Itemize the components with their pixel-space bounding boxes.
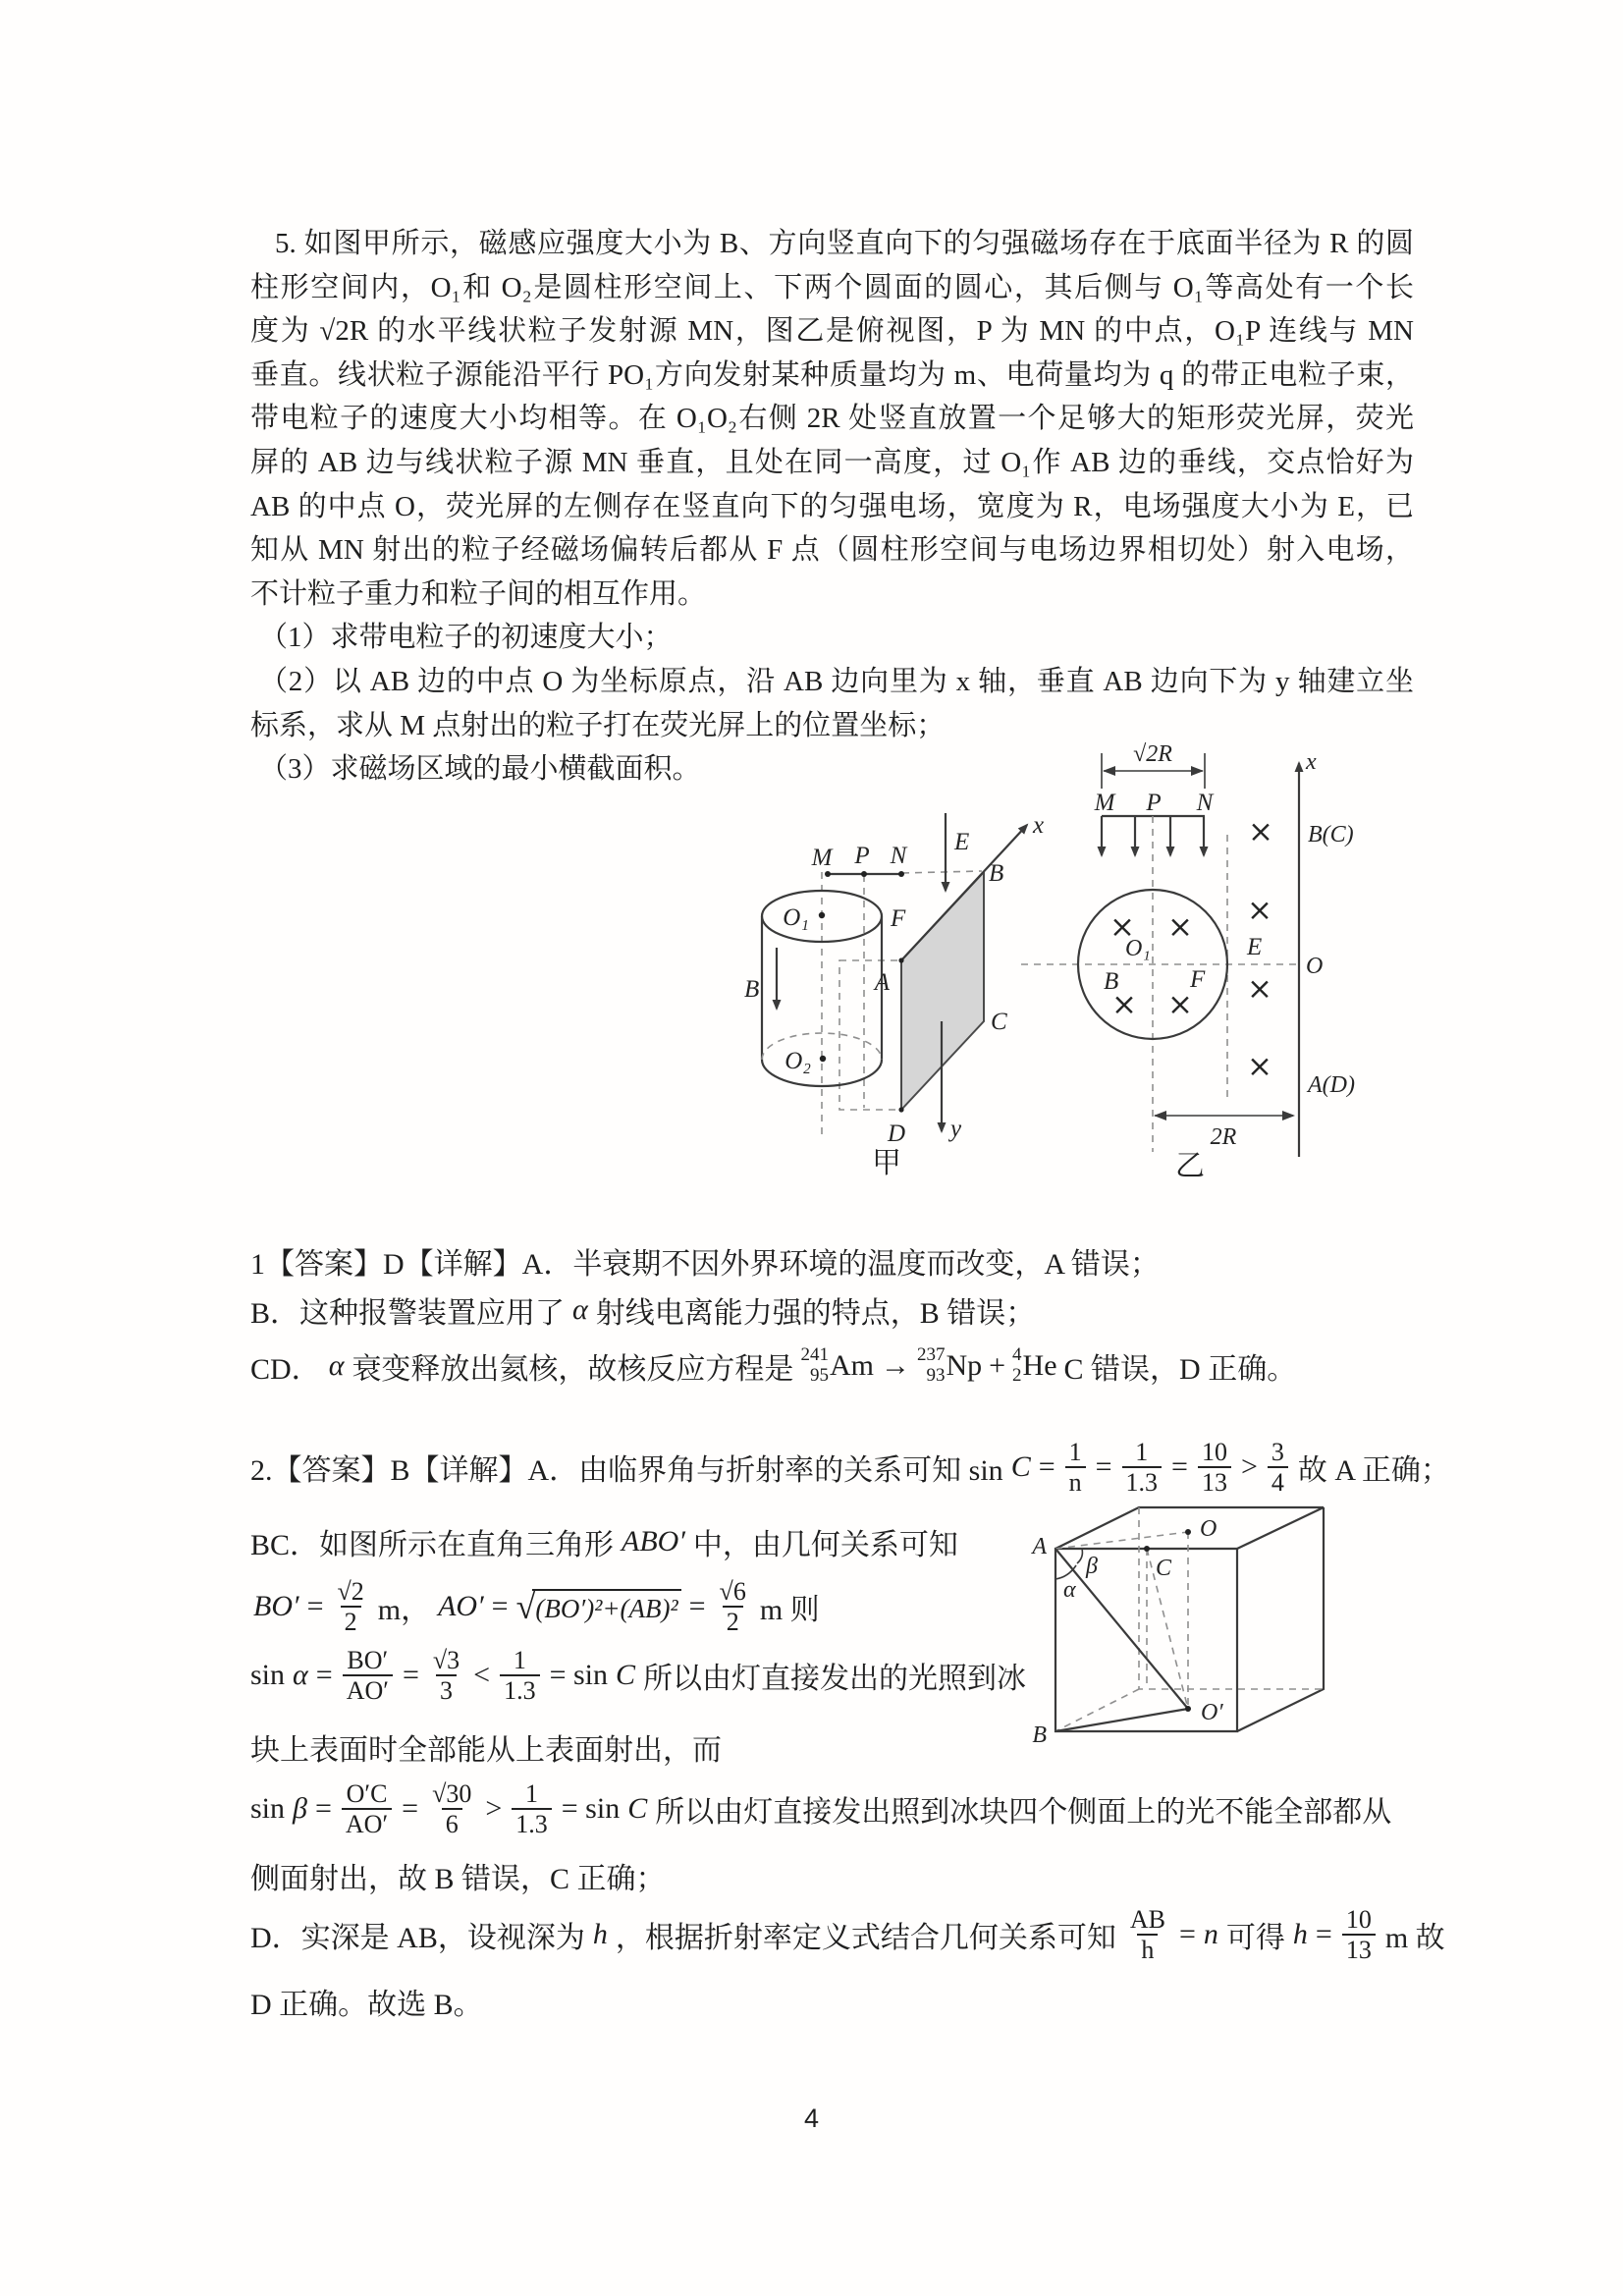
problem-text-line: 度为 √2R 的水平线状粒子发射源 MN，图乙是俯视图，P 为 MN 的中点，O₁P 连线与 MN	[250, 315, 1414, 348]
field-into-page-icon: ×	[1247, 893, 1272, 928]
label-ad: A(D)	[1308, 1072, 1355, 1098]
problem-question-1: （1）求带电粒子的初速度大小；	[259, 622, 673, 654]
field-into-page-icon: ×	[1247, 971, 1272, 1007]
field-into-page-icon: ×	[1247, 1049, 1272, 1084]
label-n: N	[1196, 790, 1214, 816]
label-o: O	[1200, 1516, 1217, 1542]
label-screen-c: C	[991, 1009, 1007, 1035]
label-screen-a: A	[874, 969, 890, 996]
field-into-page-icon: ×	[1167, 909, 1193, 945]
dim-bottom-arrowhead-right	[1282, 1111, 1295, 1121]
figure-yi-top-view-diagram	[1041, 732, 1429, 1193]
problem-text-line: 柱形空间内，O₁和 O₂是圆柱形空间上、下两个圆面的圆心，其后侧与 O₁等高处有一个长	[250, 271, 1414, 303]
label-p: P	[1146, 790, 1162, 816]
answer1-line: 1【答案】D【详解】A．半衰期不因外界环境的温度而改变，A 错误；	[250, 1248, 1160, 1281]
answer1-line: CD． α 衰变释放出氦核，故核反应方程是 241 95 Am → 237 93 Np + 4 2 He C 错误，D 正确。	[250, 1344, 1297, 1386]
cube-hidden-edges	[1055, 1507, 1324, 1731]
point-c-dot	[1144, 1546, 1150, 1552]
n-to-screen-dashed-line	[902, 871, 982, 873]
label-y-axis: y	[950, 1116, 962, 1142]
problem-text-line: 知从 MN 射出的粒子经磁场偏转后都从 F 点（圆柱形空间与电场边界相切处）射入电场，	[250, 534, 1414, 567]
field-into-page-icon: ×	[1111, 987, 1137, 1022]
problem-question-3: （3）求磁场区域的最小横截面积。	[259, 753, 701, 786]
label-screen-d: D	[887, 1121, 906, 1147]
a-to-o-dashed	[1055, 1532, 1188, 1549]
point-o2-dot	[820, 1056, 826, 1062]
label-m: M	[811, 845, 833, 871]
problem-text-line: 带电粒子的速度大小均相等。在 O₁O₂右侧 2R 处竖直放置一个足够大的矩形荧光屏，荧光	[250, 403, 1414, 435]
point-p-dot	[861, 871, 867, 877]
problem5-text-block	[250, 222, 1414, 792]
problem-text-line: 屏的 AB 边与线状粒子源 MN 垂直，且处在同一高度，过 O₁作 AB 边的垂线，交点恰好为	[250, 446, 1414, 478]
screen-corner-a-dot	[898, 957, 903, 962]
dim-top-arrowhead-right	[1191, 766, 1204, 776]
label-n: N	[890, 843, 907, 869]
problem-text-line: 垂直。线状粒子源能沿平行 PO₁方向发射某种质量均为 m、电荷量均为 q 的带正电粒子束，	[250, 358, 1414, 391]
label-oprime: O′	[1201, 1700, 1223, 1725]
answer2-line: 块上表面时全部能从上表面射出，而	[250, 1734, 722, 1767]
answer2-line: sin β = $\frac{O'C}{AO'}$ = $\frac{√30}{6}$ > $\frac{1}{1.3}$ = sin C 所以由灯直接发出照到冰块四个侧面上的光不能全部都从	[250, 1778, 1392, 1838]
answer2-line: D．实深是 AB，设视深为 h ，根据折射率定义式结合几何关系可知 $\frac{AB}{h}$ = n 可得 h = $\frac{10}{13}$ m 故	[250, 1904, 1445, 1964]
problem-question-2: （2）以 AB 边的中点 O 为坐标原点，沿 AB 边向里为 x 轴，垂直 AB 边向下为 y 轴建立坐	[259, 665, 1414, 697]
figure-yi-caption: 乙	[1175, 1150, 1205, 1182]
problem-text-line: AB 的中点 O，荧光屏的左侧存在竖直向下的匀强电场，宽度为 R，电场强度大小为 E，已	[250, 490, 1414, 522]
ray-b-to-oprime	[1055, 1709, 1188, 1731]
label-b-field: B	[1104, 968, 1119, 995]
label-alpha: α	[1063, 1577, 1076, 1603]
label-f: F	[891, 905, 906, 932]
label-f: F	[1190, 966, 1206, 993]
figure-cube-svg	[1031, 1493, 1394, 1777]
beta-angle-arc	[1077, 1549, 1082, 1563]
field-into-page-icon: ×	[1248, 814, 1273, 849]
label-beta: β	[1086, 1554, 1098, 1579]
label-x-axis: x	[1306, 749, 1317, 775]
answer2-line: BC．如图所示在直角三角形 ABO′ 中，由几何关系可知	[250, 1525, 958, 1561]
field-into-page-icon: ×	[1167, 987, 1193, 1022]
point-oprime-dot	[1185, 1706, 1191, 1712]
screen-corner-d-dot	[898, 1107, 903, 1112]
label-bc: B(C)	[1308, 822, 1354, 847]
figure-cube-diagram	[1031, 1493, 1394, 1782]
hidden-plane-dashed-rect	[839, 960, 901, 1110]
label-c: C	[1156, 1556, 1172, 1581]
label-b: B	[1032, 1722, 1047, 1748]
label-o1: O₁	[783, 904, 809, 931]
answer1-line: B．这种报警装置应用了 α 射线电离能力强的特点，B 错误；	[250, 1293, 1036, 1330]
answer2-line: 2.【答案】B【详解】A．由临界角与折射率的关系可知 sin C = $\frac{1}{n}$ = $\frac{1}{1.3}$ = $\frac{10}{13}$ > $\frac{3}{4}$ 故 A 正确；	[250, 1437, 1450, 1497]
label-a: A	[1032, 1534, 1047, 1559]
label-x-axis: x	[1033, 812, 1045, 839]
label-b-field: B	[744, 976, 760, 1003]
dim-bottom-arrowhead-left	[1154, 1111, 1166, 1121]
answer2-line: BO′ = $\frac{√2}{2}$ m， AO′ = √ (BO′)²+(AB)² = $\frac{√6}{2}$ m 则	[253, 1576, 820, 1636]
answer2-line: sin α = $\frac{BO'}{AO'}$ = $\frac{√3}{3}$ < $\frac{1}{1.3}$ = sin C 所以由灯直接发出的光照到冰	[250, 1645, 1027, 1705]
label-o: O	[1306, 954, 1324, 979]
problem-text-line: 5. 如图甲所示，磁感应强度大小为 B、方向竖直向下的匀强磁场存在于底面半径为 R 的圆	[275, 228, 1414, 259]
point-n-dot	[898, 871, 904, 877]
label-screen-b: B	[989, 860, 1004, 887]
dim-top-arrowhead-left	[1103, 766, 1115, 776]
label-e-field: E	[954, 829, 970, 855]
point-m-dot	[825, 871, 831, 877]
cube-top-right-edges	[1055, 1507, 1324, 1731]
label-o1: O₁	[1125, 936, 1151, 961]
figure-jia-svg	[687, 756, 1060, 1193]
label-dim-sqrt2r: √2R	[1133, 741, 1172, 767]
problem-text-line: 标系，求从 M 点射出的粒子打在荧光屏上的位置坐标；	[250, 709, 946, 741]
field-into-page-icon: ×	[1109, 909, 1135, 945]
point-o-dot	[1185, 1529, 1191, 1535]
point-o1-dot	[819, 912, 825, 918]
problem-text-line: 不计粒子重力和粒子间的相互作用。	[250, 577, 707, 610]
label-dim-2r: 2R	[1210, 1124, 1237, 1150]
answer2-line: D 正确。故选 B。	[250, 1989, 483, 2021]
figure-jia-caption: 甲	[872, 1147, 901, 1179]
label-e-field: E	[1247, 934, 1263, 960]
figure-yi-svg	[1041, 732, 1429, 1188]
figure-jia-3d-diagram	[687, 756, 1060, 1198]
answer2-line: 侧面射出，故 B 错误，C 正确；	[250, 1863, 666, 1895]
label-o2: O₂	[784, 1048, 811, 1074]
label-p: P	[854, 843, 870, 869]
label-m: M	[1094, 790, 1115, 816]
page-number: 4	[803, 2104, 820, 2133]
